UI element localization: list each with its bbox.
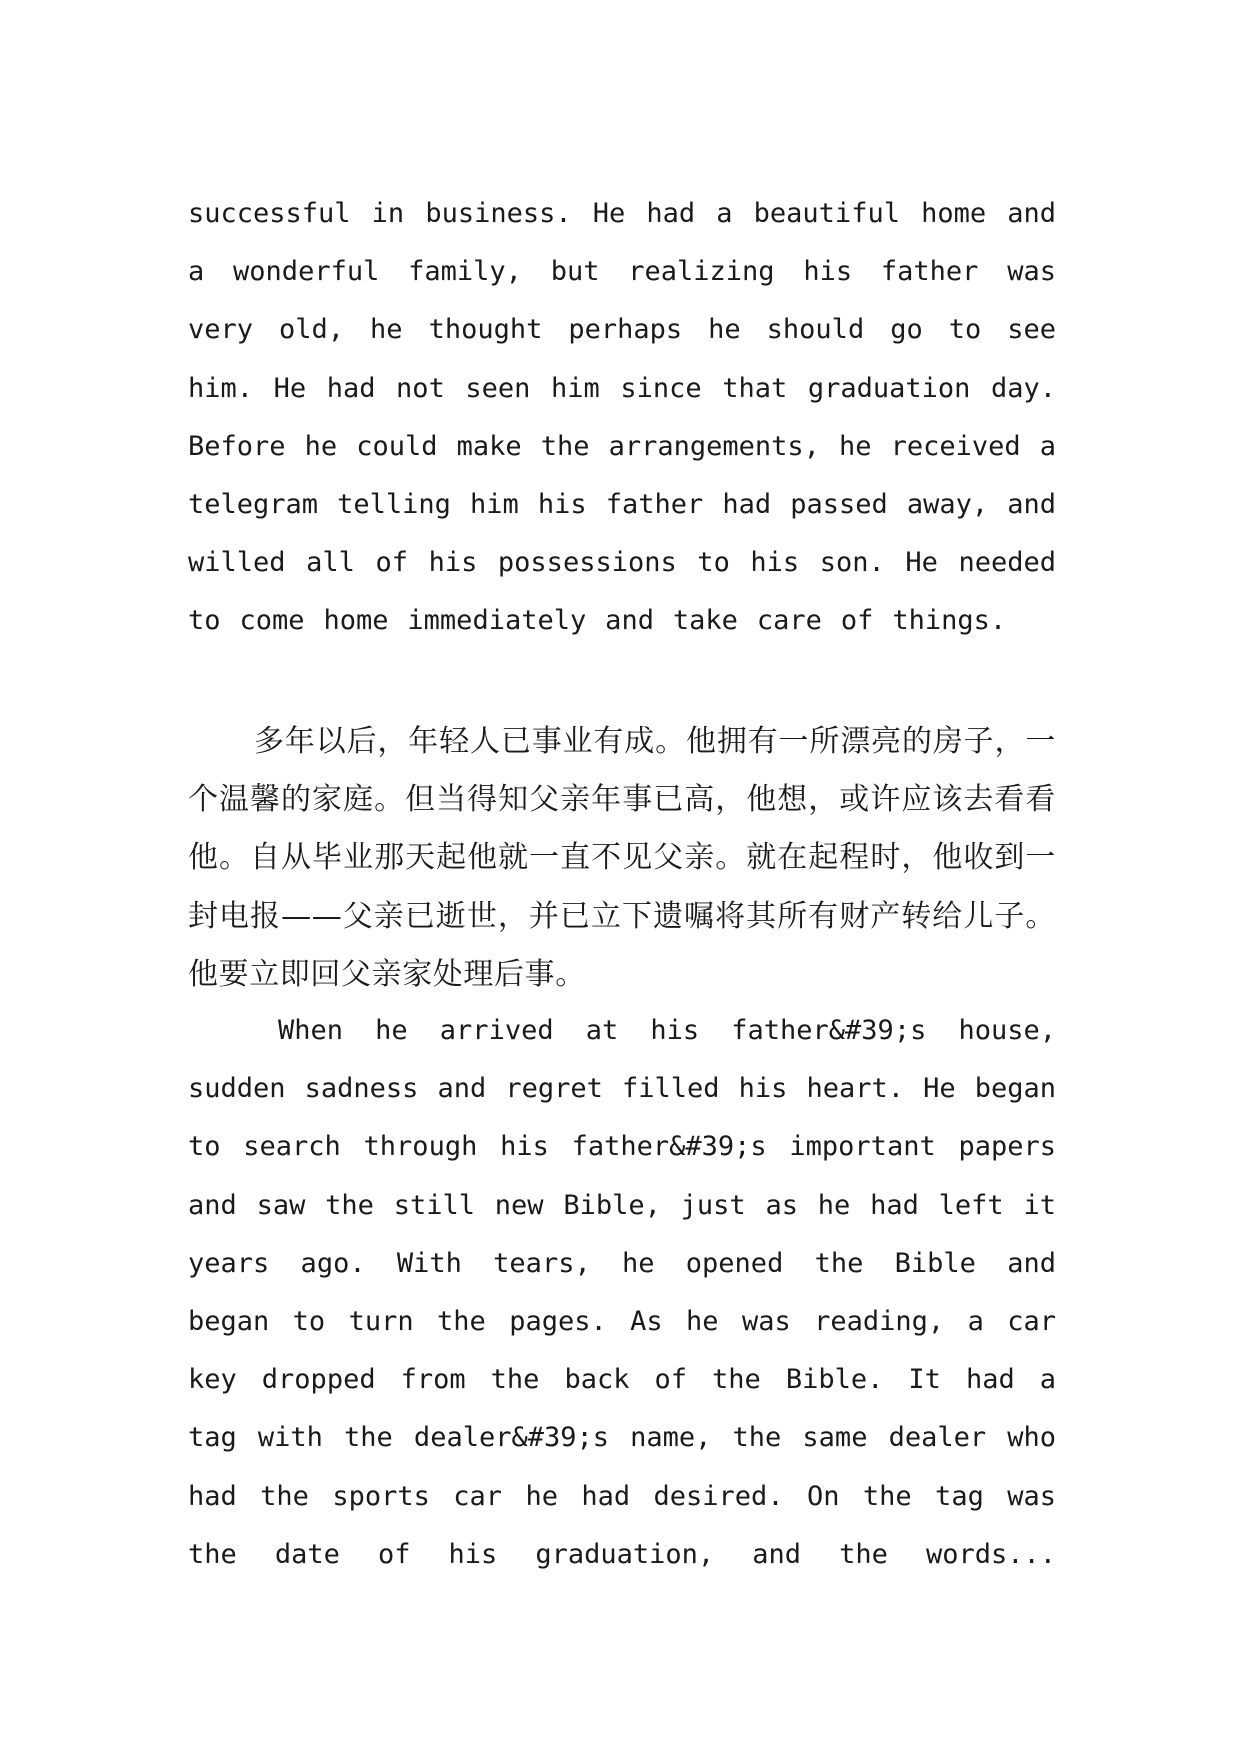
paragraph-english-2: When he arrived at his father&#39;s house, sudden sadness and regret filled his heart. He began to search through his father&#39;s important papers and saw the still new Bible, just as he had left it years ago. With tears, he opened the Bible and began to turn the pages. As he was reading, a car key dropped from the back of the Bible. It had a tag with the dealer&#39;s name, the same dealer who had the sports car he had desired. On the tag was the date of his graduation, and the words... xyxy=(188,1015,1056,1570)
paragraph-chinese-translation: 多年以后，年轻人已事业有成。他拥有一所漂亮的房子，一个温馨的家庭。但当得知父亲年事已高，他想，或许应该去看看他。自从毕业那天起他就一直不见父亲。就在起程时，他收到一封电报——父亲已逝世，并已立下遗嘱将其所有财产转给儿子。他要立即回父亲家处理后事。 xyxy=(188,724,1056,992)
paragraph-english-1: successful in business. He had a beautiful home and a wonderful family, but realizing his father was very old, he thought perhaps he should go to see him. He had not seen him since that graduation day. Before he could make the arrangements, he received a telegram telling him his father had passed away, and willed all of his possessions to his son. He needed to come home immediately and take care of things. xyxy=(188,198,1056,637)
